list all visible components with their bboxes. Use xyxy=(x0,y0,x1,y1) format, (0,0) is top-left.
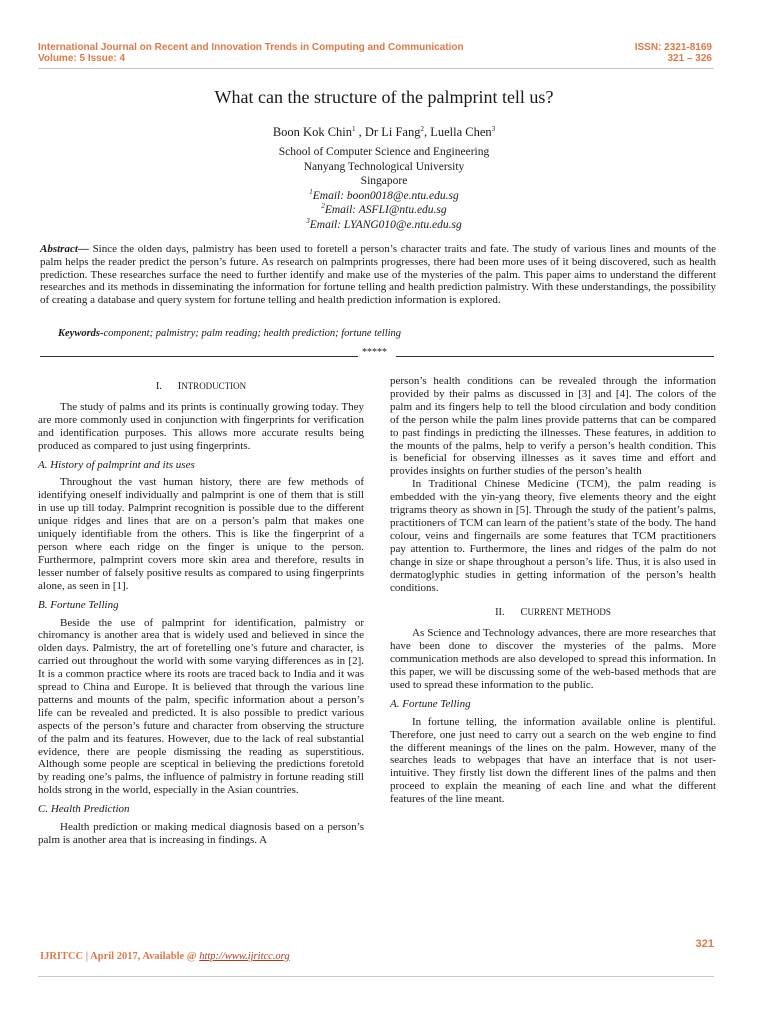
country: Singapore xyxy=(360,175,408,188)
email-3: $^3$Email: LYANG010@e.ntu.edu.sg xyxy=(306,217,462,231)
intro-paragraph: The study of palms and its prints is continually growing today. They are more commonly used in conjunction with fingerprints for verification and identification purposes. This allows more accurate results being produced as compared to just using fingerprints. xyxy=(38,400,364,452)
page-number: 321 xyxy=(695,938,714,950)
header-left xyxy=(38,42,464,64)
tcm-paragraph: In Traditional Chinese Medicine (TCM), the palm reading is embedded with the yin-yang theory, five elements theory and the eight trigrams theory as shown in [5]. Through the study of the patient’s palms, practitioners of TCM can learn of the patient’s state of the body. The hand colour, veins and fingernails are some features that TCM practitioners pay attention to. Furthermore, the lines and ridges of the palm do not change in size or shape throughout a person’s life. Thus, it is also used in dermatoglyphic studies in getting information of the person’s health conditions. xyxy=(390,478,716,594)
subheading-health-prediction: C. Health Prediction xyxy=(38,803,130,816)
abstract xyxy=(40,243,716,307)
fortune-paragraph: Beside the use of palmprint for identification, palmistry or chiromancy is another area that is widely used and believed in since the olden days. Palmistry, the art of foretelling one’s future and character, is carried out throughout the world with some varying differences as in [2]. It is a common practice where its roots are traced back to India and it was spread to China and Europe. It is believed that through the various line patterns and mounts of the palm, specific information about a person’s life can be revealed and predicted. It is also possible to predict various aspects of the person’s future and character from observing the structure of the palm and its features. However, due to the lack of real substantial evidence, there are people dismissing the reading as superstitious. Although some people are sceptical in believing the predictions foretold by reading one’s palms, the influence of palmistry in fortune reading still holds strong in the world, especially in the Asian countries. xyxy=(38,616,364,797)
university: Nanyang Technological University xyxy=(303,160,465,173)
fortune-online-paragraph: In fortune telling, the information available online is plentiful. Therefore, one just need to carry out a search on the web engine to find the different meanings of the lines on the palm. However, many of the searches leads to webpages that have an interface that is not user-intuitive. They firstly list down the different lines of the palms and then proceed to explain the meaning of each line and what the different features of the line meant. xyxy=(390,715,716,806)
author-3-sup: 3 xyxy=(491,124,496,133)
keywords-label: Keywords- xyxy=(58,328,104,339)
author-2: , Dr Li Fang xyxy=(355,125,421,139)
separator-line-right xyxy=(396,356,714,357)
author-3: , Luella Chen xyxy=(423,125,492,139)
health-paragraph: Health prediction or making medical diagnosis based on a person’s palm is another area that is increasing in findings. A xyxy=(38,821,364,846)
methods-paragraph: As Science and Technology advances, there are more researches that have been done to discover the mysteries of the palms. More communication methods are also developed to spread this information. In this paper, we will be discussing some of the web-based methods that are used to spread these information to the public. xyxy=(390,627,716,691)
footer-text: IJRITCC | April 2017, Available @ xyxy=(40,951,200,962)
abstract-label: Abstract— xyxy=(40,243,89,255)
school: School of Computer Science and Engineering xyxy=(278,146,490,158)
footer-link[interactable]: http://www.ijritcc.org xyxy=(199,951,290,962)
subheading-fortune-telling: B. Fortune Telling xyxy=(38,598,119,611)
separator-stars: ***** xyxy=(362,347,387,358)
footer xyxy=(40,951,290,962)
history-paragraph: Throughout the vast human history, there are few methods of identifying oneself individually and palmprint is one of them that is still in use up till today. Palmprint recognition is possible due to the different unique ridges and lines that are on a person’s palm that makes one uniquely identifiable from the others. This is like the fingerprint of a person where each ridge on the finger is unique to the person. Furthermore, palmprint covers more skin area and therefore, results in lesser number of falsely positive results as compared to using fingerprints alone, as seen in [1]. xyxy=(38,476,364,592)
author-2-sup: 2 xyxy=(420,124,424,133)
footer-rule xyxy=(38,976,714,977)
subheading-fortune-telling-2: A. Fortune Telling xyxy=(390,697,471,710)
affiliation xyxy=(0,145,768,233)
right-column xyxy=(390,375,716,806)
email-1: $^1$Email: boon0018@e.ntu.edu.sg xyxy=(309,187,459,202)
health-continued-paragraph: person’s health conditions can be revealed through the information provided by their palms as discussed in [3] and [4]. The colors of the palm and its fingers help to tell the blood circulation and body condition of the person while the palm lines provide patterns that can be compared to past findings in predicting the illnesses. These features, in addition to the mounts of the palms, help to verify a person’s health condition. This is beneficial for observing illnesses as it saves time and effort and provides insights on further studies of the person’s health xyxy=(390,375,716,478)
author-list xyxy=(0,124,768,140)
section-heading-introduction: I. INTRODUCTION xyxy=(155,381,247,392)
keywords xyxy=(58,327,718,340)
keywords-text: component; palmistry; palm reading; health prediction; fortune telling xyxy=(103,328,402,339)
author-1-sup: 1 xyxy=(352,124,356,133)
section-separator xyxy=(40,347,714,361)
author-1: Boon Kok Chin xyxy=(272,125,353,139)
email-2: $^2$Email: ASFLI@ntu.edu.sg xyxy=(321,202,447,217)
paper-title: What can the structure of the palmprint tell us? xyxy=(214,87,554,107)
separator-line-left xyxy=(40,356,358,357)
journal-name: International Journal on Recent and Innovation Trends in Computing and Communication xyxy=(38,42,464,53)
section-heading-current-methods: II. CURRENT METHODS xyxy=(495,607,611,619)
left-column xyxy=(38,380,364,847)
volume-issue: Volume: 5 Issue: 4 xyxy=(38,53,126,64)
header-right xyxy=(635,42,712,64)
issn: ISSN: 2321-8169 xyxy=(634,42,712,53)
header-rule xyxy=(38,68,714,69)
abstract-text: Since the olden days, palmistry has been used to foretell a person’s character traits and fate. The study of various lines and mounts of the palm helps the reader predict the person’s future. As research on palmprints progresses, there had been more uses of it being discovered, such as health prediction. These researches surface the need to further identify and make use of the mysteries of the palm. This paper aims to understand the different researches and its methods in disseminating the information for fortune telling and health prediction palmistry. With these understandings, the possibility of creating a database and query system for fortune telling and health prediction information is explored. xyxy=(40,243,716,307)
page-range: 321 – 326 xyxy=(667,53,712,64)
subheading-history: A. History of palmprint and its uses xyxy=(38,458,195,471)
